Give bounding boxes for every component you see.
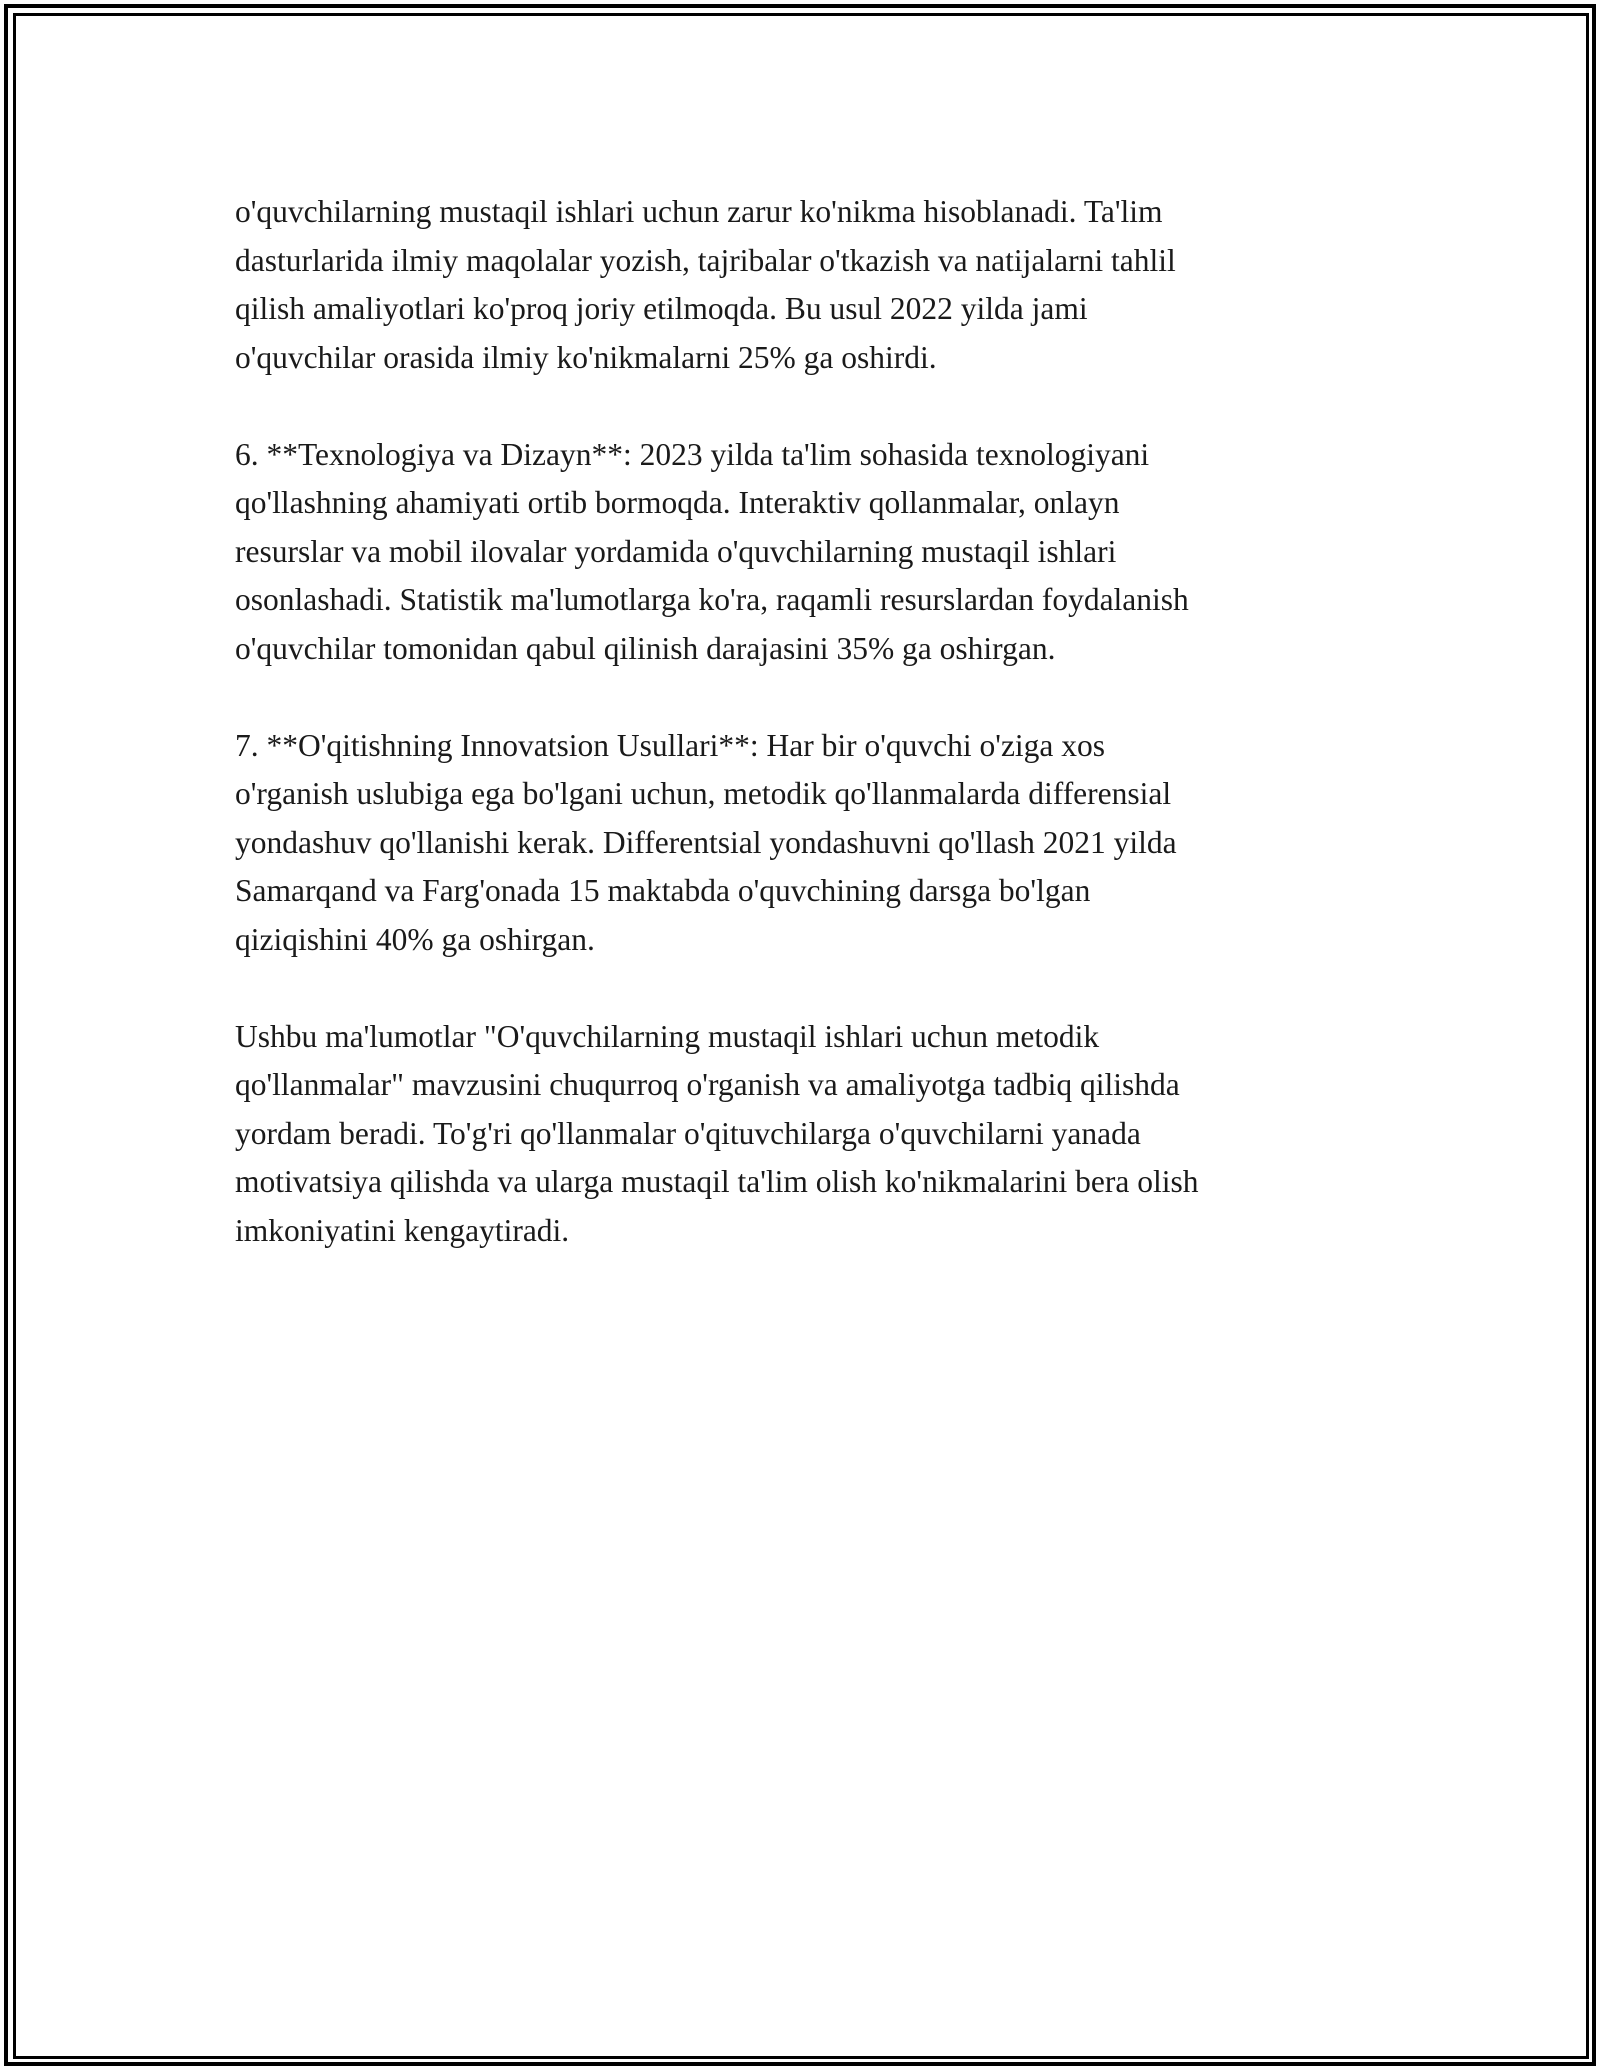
paragraph-technology-design: 6. **Texnologiya va Dizayn**: 2023 yilda ta'lim sohasida texnologiyani qo'llashning ahamiyati ortib bormoqda. Interaktiv qollanmalar, onlayn resurslar va mobil ilovalar yordamida o'quvchilarning mustaqil ishlari osonlashadi. Statistik ma'lumotlarga ko'ra, raqamli resurslardan foydalanish o'quvchilar tomonidan qabul qilinish darajasini 35% ga oshirgan. <box>235 436 1189 666</box>
paragraph-innovative-methods: 7. **O'qitishning Innovatsion Usullari**: Har bir o'quvchi o'ziga xos o'rganish uslubiga ega bo'lgani uchun, metodik qo'llanmalarda differensial yondashuv qo'llanishi kerak. Differentsial yondashuvni qo'llash 2021 yilda Samarqand va Farg'onada 15 maktabda o'quvchining darsga bo'lgan qiziqishini 40% ga oshirgan. <box>235 727 1177 957</box>
paragraph-conclusion: Ushbu ma'lumotlar "O'quvchilarning mustaqil ishlari uchun metodik qo'llanmalar" mavzusini chuqurroq o'rganish va amaliyotga tadbiq qilishda yordam beradi. To'g'ri qo'llanmalar o'qituvchilarga o'quvchilarni yanada motivatsiya qilishda va ularga mustaqil ta'lim olish ko'nikmalarini bera olish imkoniyatini kengaytiradi. <box>235 1018 1199 1248</box>
document-body <box>235 188 1365 1304</box>
paragraph-intro-continuation: o'quvchilarning mustaqil ishlari uchun zarur ko'nikma hisoblanadi. Ta'lim dasturlarida ilmiy maqolalar yozish, tajribalar o'tkazish va natijalarni tahlil qilish amaliyotlari ko'proq joriy etilmoqda. Bu usul 2022 yilda jami o'quvchilar orasida ilmiy ko'nikmalarni 25% ga oshirdi. <box>235 194 1176 375</box>
